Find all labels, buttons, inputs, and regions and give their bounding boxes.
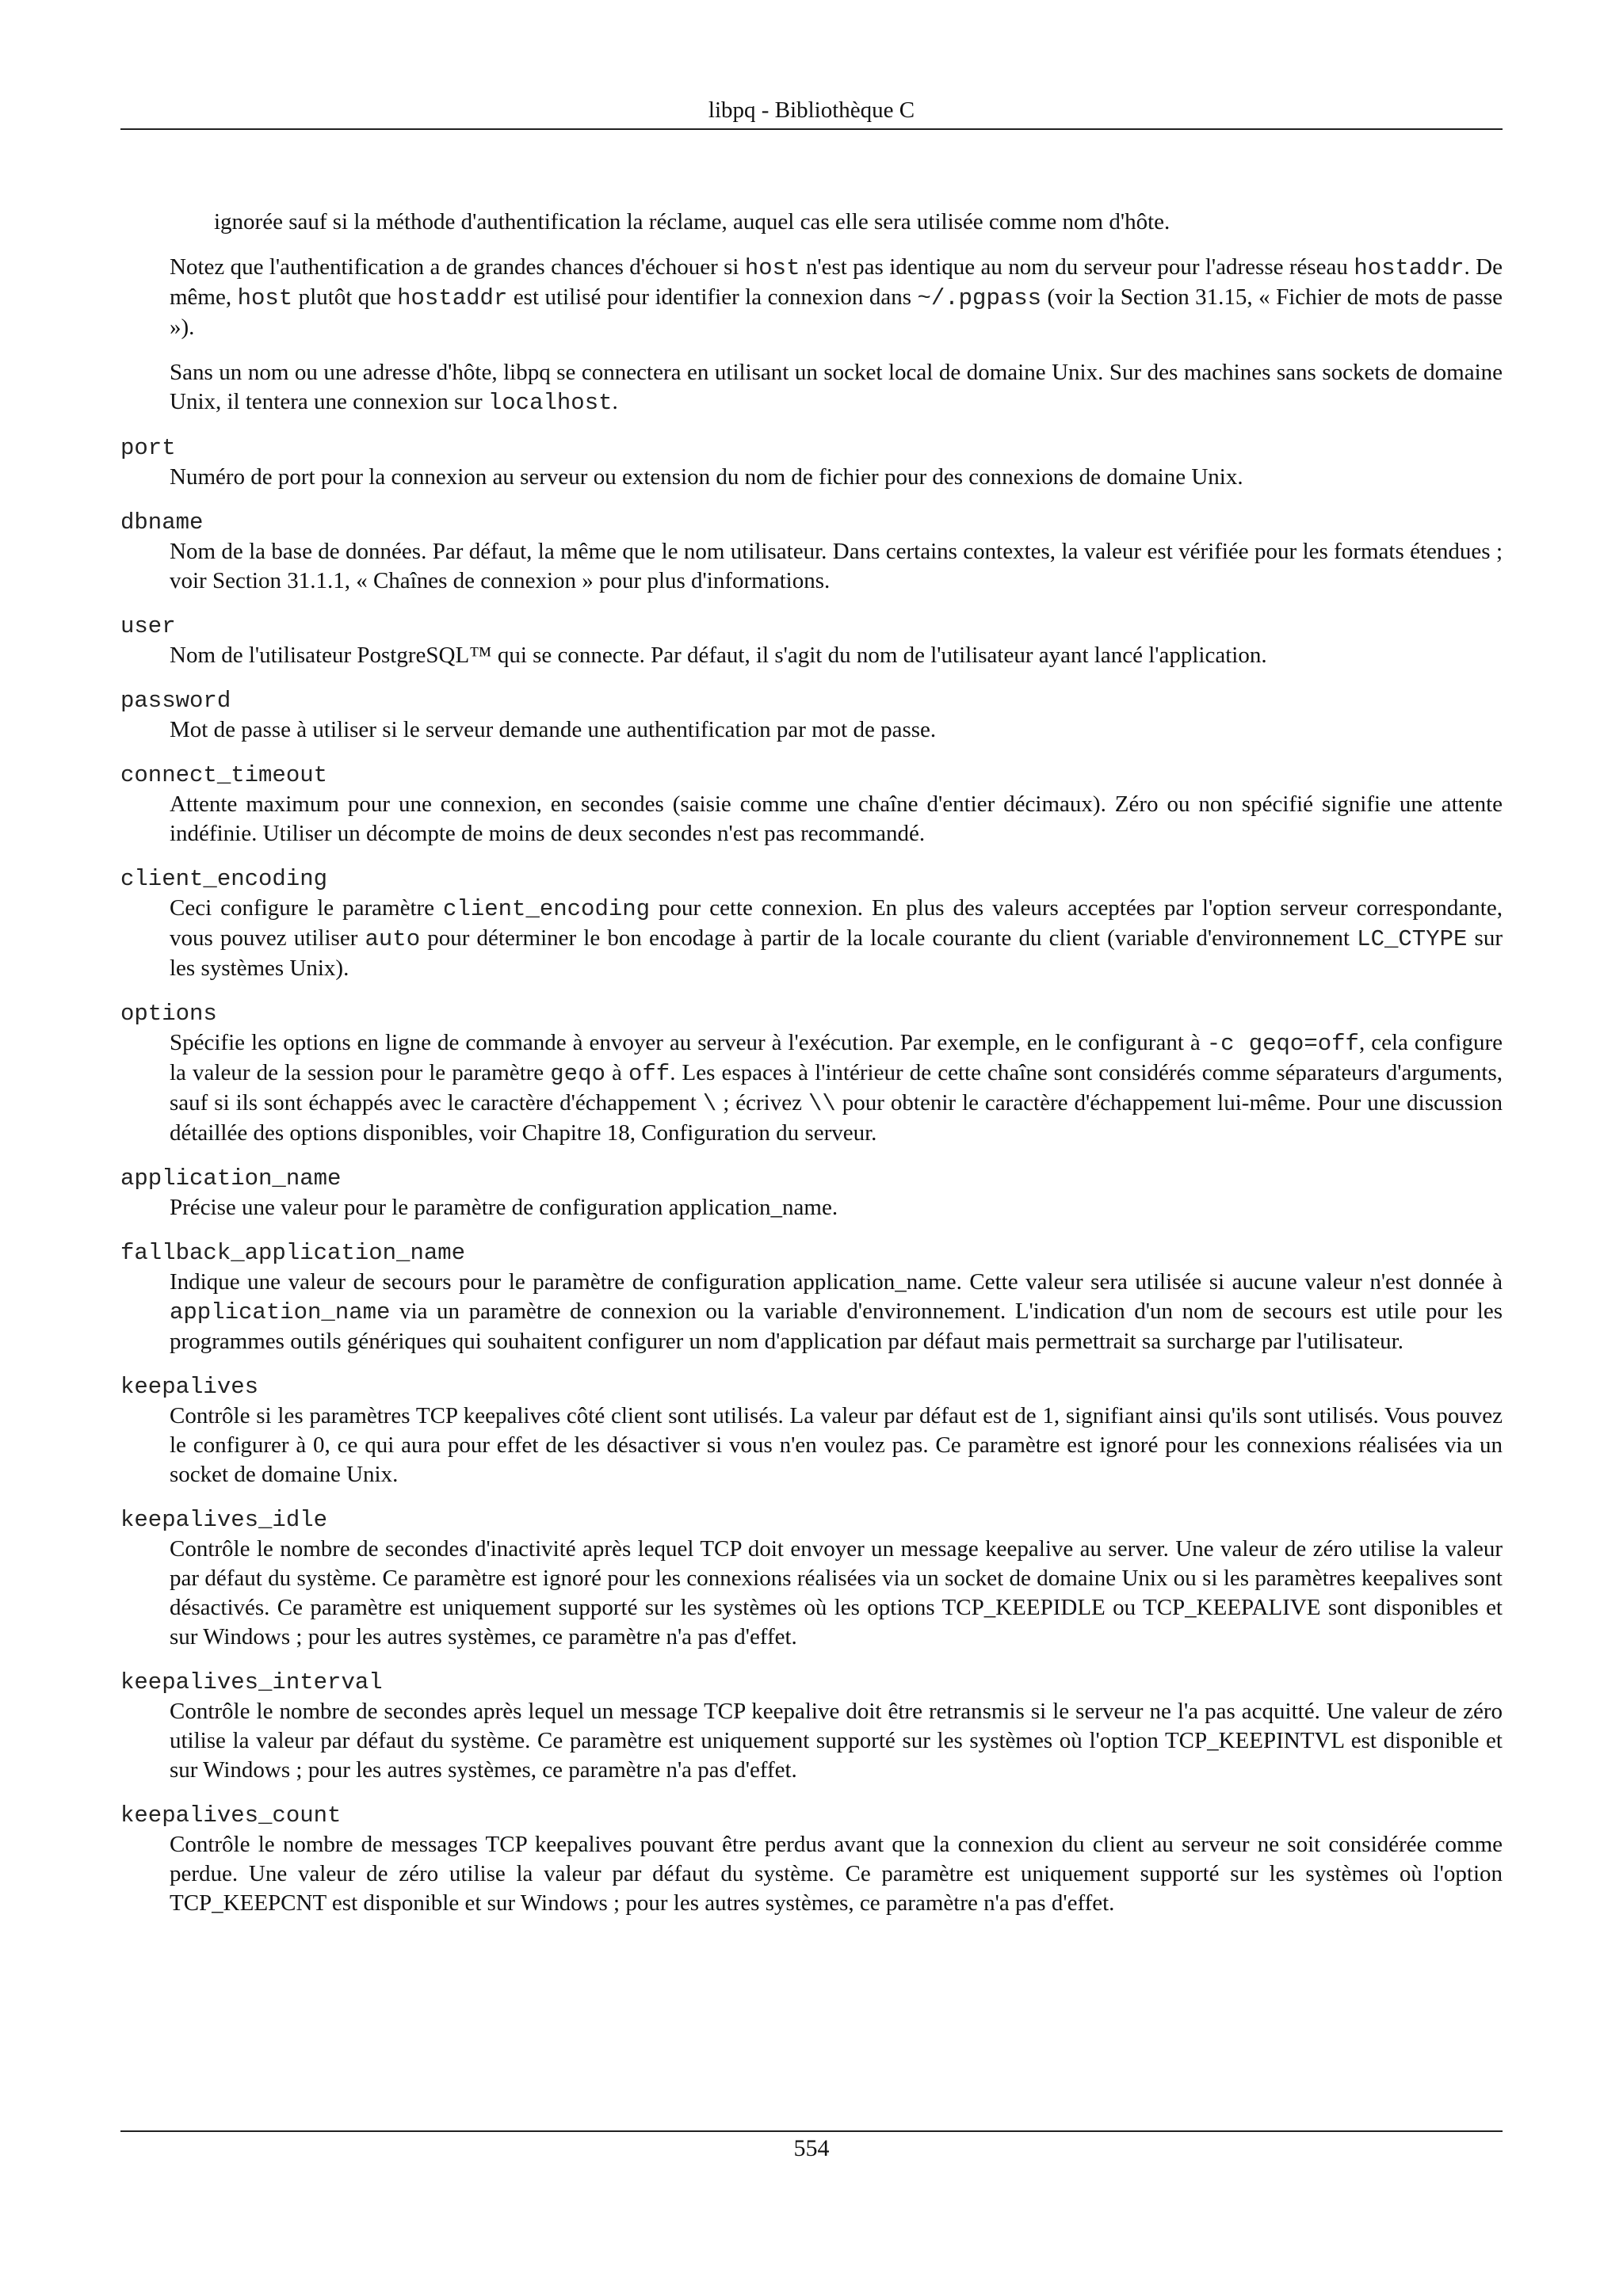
param-term: port (120, 435, 176, 461)
page-body (120, 208, 1503, 1934)
text-run: Sans un nom ou une adresse d'hôte, libpq se connectera en utilisant un socket local de domaine Unix. Sur des machines sans sockets de domaine Unix, il tentera une connexion sur (170, 360, 1503, 414)
inline-code: host (744, 255, 800, 281)
param-term: password (120, 688, 231, 714)
param-term: options (120, 1001, 217, 1027)
param-description: Nom de l'utilisateur PostgreSQL™ qui se connecte. Par défaut, il s'agit du nom de l'utilisateur ayant lancé l'application. (170, 643, 1267, 668)
text-run: pour obtenir le caractère d'échappement lui-même. Pour une discussion détaillée des options disponibles, voir Chapitre 18, Configuration du serveur. (170, 1090, 1503, 1146)
footer-rule (120, 2130, 1503, 2132)
inline-code: hostaddr (1354, 255, 1465, 281)
text-run: . Les espaces à l'intérieur de cette chaîne sont considérés comme séparateurs d'arguments, sauf si ils sont échappés avec le caractère d'échappement (170, 1060, 1503, 1116)
param-term: dbname (120, 509, 204, 536)
inline-code: -c geqo=off (1206, 1031, 1359, 1057)
inline-code: application_name (170, 1299, 391, 1325)
text-run: (voir la Section 31.15, « Fichier de mots de passe »). (170, 284, 1503, 340)
param-description: Mot de passe à utiliser si le serveur demande une authentification par mot de passe. (170, 717, 937, 742)
param-term: connect_timeout (120, 762, 328, 788)
inline-code: \\ (808, 1091, 836, 1117)
text-run: Spécifie les options en ligne de commande à envoyer au serveur à l'exécution. Par exemple, en le configurant à (170, 1030, 1207, 1055)
inline-code: off (628, 1061, 670, 1087)
param-description: Attente maximum pour une connexion, en secondes (saisie comme une chaîne d'entier décimaux). Zéro ou non spécifié signifie une attente indéfinie. Utiliser un décompte de moins de deux secondes n'est pas recommandé. (170, 791, 1503, 846)
param-term: user (120, 613, 176, 639)
unix-socket-paragraph (120, 358, 1503, 418)
param-description: Contrôle le nombre de secondes après lequel un message TCP keepalive doit être retransmis si le serveur ne l'a pas acquitté. Une valeur de zéro utilise la valeur par défaut du système. Ce paramètre est uniquement supporté sur les systèmes où l'option TCP_KEEPINTVL est disponible et sur Windows ; pour les autres systèmes, ce paramètre n'a pas d'effet. (170, 1699, 1503, 1783)
param-entry-dbname (120, 508, 1503, 596)
text-run: à (605, 1060, 628, 1085)
param-description: Précise une valeur pour le paramètre de configuration application_name. (170, 1195, 838, 1220)
param-entry-connect-timeout (120, 761, 1503, 849)
text-run: Notez que l'authentification a de grandes chances d'échouer si (170, 254, 745, 280)
inline-code: geqo (550, 1061, 605, 1087)
text-run: n'est pas identique au nom du serveur pour l'adresse réseau (800, 254, 1354, 280)
param-description (120, 1028, 1503, 1148)
text-run: . (612, 389, 618, 414)
text-run: Ceci configure le paramètre (170, 895, 444, 921)
param-description: Contrôle le nombre de messages TCP keepalives pouvant être perdus avant que la connexion du client au serveur ne soit considérée comme perdue. Une valeur de zéro utilise la valeur par défaut du système. Ce paramètre est uniquement supporté sur les systèmes où l'option TCP_KEEPCNT est disponible et sur Windows ; pour les autres systèmes, ce paramètre n'a pas d'effet. (170, 1832, 1503, 1916)
text-run: , cela configure la valeur de la session pour le paramètre (170, 1030, 1503, 1085)
param-term: keepalives (120, 1374, 259, 1400)
param-description: Numéro de port pour la connexion au serveur ou extension du nom de fichier pour des connexions de domaine Unix. (170, 464, 1243, 490)
param-entry-application-name (120, 1164, 1503, 1222)
host-note-paragraph (120, 253, 1503, 342)
text-run: ; écrivez (716, 1090, 808, 1116)
param-entry-user (120, 612, 1503, 670)
param-term: fallback_application_name (120, 1240, 466, 1266)
param-term: application_name (120, 1165, 342, 1192)
param-description: Contrôle le nombre de secondes d'inactivité après lequel TCP doit envoyer un message keepalive au server. Une valeur de zéro utilise la valeur par défaut du système. Ce paramètre est ignoré pour les connexions réalisées via un socket de domaine Unix ou si les paramètres keepalives sont désactivés. Ce paramètre est uniquement supporté sur les systèmes où les options TCP_KEEPIDLE ou TCP_KEEPALIVE sont disponibles et sur Windows ; pour les autres systèmes, ce paramètre n'a pas d'effet. (170, 1536, 1503, 1650)
param-term: keepalives_idle (120, 1507, 328, 1533)
param-entry-options (120, 999, 1503, 1148)
param-term: keepalives_count (120, 1802, 342, 1829)
inline-code: \ (702, 1091, 717, 1117)
text-run: via un paramètre de connexion ou la variable d'environnement. L'indication d'un nom de secours est utile pour les programmes outils génériques qui souhaitent configurer un nom d'application par défaut mais permettrait sa surcharge par l'utilisateur. (170, 1299, 1503, 1354)
page-number: 554 (793, 2135, 830, 2161)
param-description (120, 1268, 1503, 1356)
text-run: est utilisé pour identifier la connexion dans (507, 284, 918, 310)
param-entry-keepalives (120, 1372, 1503, 1489)
param-description: Nom de la base de données. Par défaut, la même que le nom utilisateur. Dans certains contextes, la valeur est vérifiée pour les formats étendues ; voir Section 31.1.1, « Chaînes de connexion » pour plus d'informations. (170, 539, 1503, 593)
header-rule (120, 128, 1503, 130)
inline-code: auto (365, 926, 421, 952)
text-run: sur les systèmes Unix). (170, 925, 1503, 981)
text-run: pour déterminer le bon encodage à partir de la locale courante du client (variable d'environnement (420, 925, 1358, 951)
param-entry-keepalives-interval (120, 1668, 1503, 1785)
inline-code: localhost (487, 390, 613, 416)
param-description: Contrôle si les paramètres TCP keepalives côté client sont utilisés. La valeur par défaut est de 1, signifiant ainsi qu'ils sont utilisés. Vous pouvez le configurer à 0, ce qui aura pour effet de les désactiver si vous n'en voulez pas. Ce paramètre est ignoré pour les connexions réalisées via un socket de domaine Unix. (170, 1403, 1503, 1487)
param-term: keepalives_interval (120, 1669, 383, 1695)
text-run: plutôt que (292, 284, 398, 310)
text-run: pour cette connexion. En plus des valeurs acceptées par l'option serveur correspondante, vous pouvez utiliser (170, 895, 1503, 951)
param-entry-port (120, 433, 1503, 492)
param-entry-fallback-application-name (120, 1238, 1503, 1356)
running-header: libpq - Bibliothèque C (708, 97, 915, 123)
inline-code: ~/.pgpass (917, 285, 1042, 311)
param-entry-keepalives-count (120, 1801, 1503, 1918)
text-run: Indique une valeur de secours pour le paramètre de configuration application_name. Cette valeur sera utilisée si aucune valeur n'est donnée à (170, 1269, 1503, 1295)
text-run: . De même, (170, 254, 1503, 310)
param-entry-keepalives-idle (120, 1505, 1503, 1652)
inline-code: client_encoding (443, 896, 651, 922)
continued-text: ignorée sauf si la méthode d'authentification la réclame, auquel cas elle sera utilisée comme nom d'hôte. (214, 209, 1170, 235)
param-term: client_encoding (120, 866, 328, 892)
inline-code: hostaddr (397, 285, 508, 311)
inline-code: LC_CTYPE (1357, 926, 1468, 952)
param-description (120, 894, 1503, 983)
inline-code: host (237, 285, 293, 311)
param-entry-client-encoding (120, 864, 1503, 983)
param-entry-password (120, 686, 1503, 745)
